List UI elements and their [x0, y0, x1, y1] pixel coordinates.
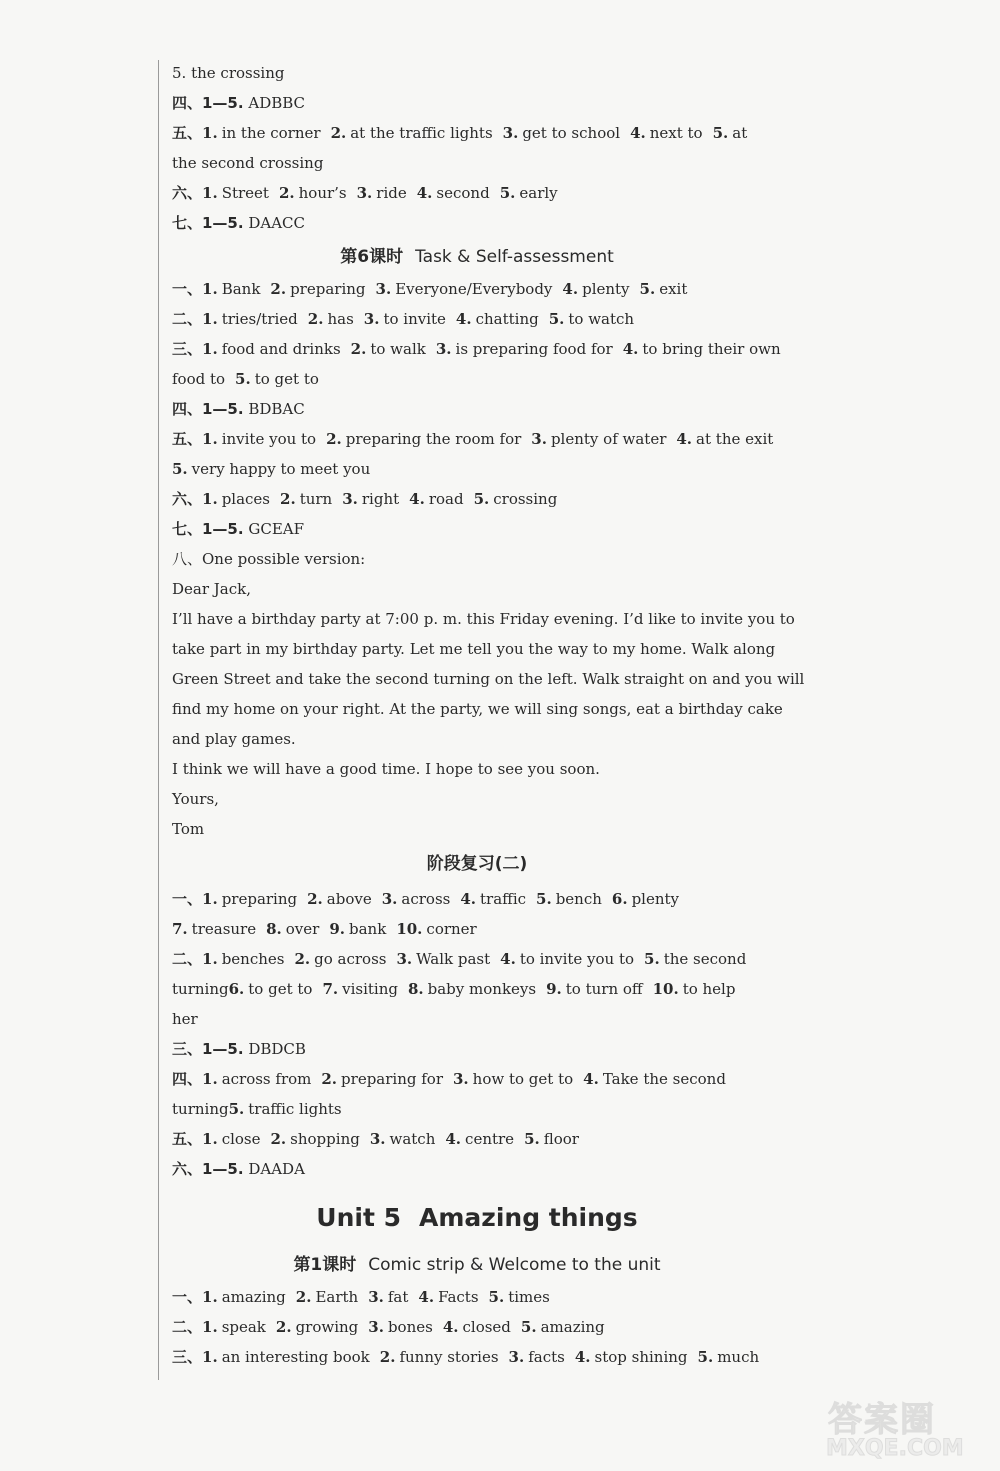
answer-line — [172, 1312, 782, 1342]
item-number: 8. — [266, 920, 282, 938]
answer-line — [172, 914, 782, 944]
answer-text: road — [428, 490, 464, 508]
item-number: 4. — [409, 490, 425, 508]
item-number: 1. — [202, 184, 218, 202]
item-number: 1. — [202, 490, 218, 508]
answer-text: over — [285, 920, 320, 938]
item-number: 4. — [455, 310, 472, 328]
item-number: 2. — [350, 340, 367, 358]
answer-text: bench — [555, 890, 602, 908]
item-number: 5. — [473, 490, 490, 508]
answer-text: facts — [528, 1348, 565, 1366]
section-label: 六、 — [172, 184, 203, 202]
answer-text: much — [717, 1348, 760, 1366]
answer-text: amazing — [540, 1318, 605, 1336]
item-number: 4. — [676, 430, 693, 448]
section-label: 二、 — [172, 310, 203, 328]
item-number: 2. — [270, 1130, 287, 1148]
answer-page — [172, 58, 805, 1372]
answer-line: 5. the crossing — [172, 64, 285, 82]
item-number: 2. — [379, 1348, 396, 1366]
answer-line: her — [172, 1010, 198, 1028]
item-number: 1. — [202, 1288, 218, 1306]
item-number: 5. — [712, 124, 729, 142]
answer-line: 六、1—5. DAADA — [172, 1160, 305, 1178]
item-number: 2. — [280, 490, 296, 508]
item-number: 3. — [508, 1348, 525, 1366]
item-number: 4. — [500, 950, 516, 968]
item-number: 1. — [202, 310, 218, 328]
item-number: 4. — [418, 1288, 435, 1306]
answer-text: to invite — [383, 310, 446, 328]
answer-line: 四、1—5. BDBAC — [172, 400, 305, 418]
answer-text: get to school — [522, 124, 621, 142]
answer-text: tries/tried — [221, 310, 298, 328]
answer-text: to turn off — [565, 980, 643, 998]
item-number: 3. — [396, 950, 413, 968]
answer-text: to help — [682, 980, 736, 998]
item-number: 1. — [202, 1348, 218, 1366]
item-number: 2. — [278, 184, 295, 202]
item-number: 6. — [228, 980, 245, 998]
answer-text: close — [221, 1130, 261, 1148]
item-number: 1. — [202, 1318, 218, 1336]
answer-text: Facts — [438, 1288, 479, 1306]
answer-text: floor — [543, 1130, 579, 1148]
answer-line — [172, 884, 782, 914]
section-label: 一、 — [172, 280, 203, 298]
section-label: 三、 — [172, 1348, 203, 1366]
answer-text: plenty — [631, 890, 680, 908]
item-number: 3. — [375, 280, 392, 298]
answer-text: plenty of water — [550, 430, 667, 448]
item-number: 10. — [396, 920, 423, 938]
answer-text: across — [401, 890, 451, 908]
item-number: 8. — [407, 980, 424, 998]
sample-essay — [172, 574, 805, 844]
answer-text: exit — [659, 280, 688, 298]
answer-line — [172, 1094, 782, 1124]
item-number: 4. — [442, 1318, 459, 1336]
item-number: 10. — [652, 980, 679, 998]
item-number: 2. — [326, 430, 342, 448]
answer-line: 5. very happy to meet you — [172, 460, 371, 478]
lesson-heading: 第6课时 Task & Self-assessment — [340, 247, 614, 267]
answer-text: turn — [299, 490, 333, 508]
item-number: 1. — [202, 1070, 218, 1088]
answer-line: food to 5. to get to — [172, 370, 319, 388]
answer-line — [172, 974, 782, 1004]
item-number: 3. — [369, 1130, 386, 1148]
answer-text: above — [326, 890, 372, 908]
section-label: 四、 — [172, 1070, 203, 1088]
answer-line — [172, 1282, 782, 1312]
answer-text: baby monkeys — [427, 980, 537, 998]
answer-text: early — [519, 184, 558, 202]
answer-text: how to get to — [472, 1070, 574, 1088]
item-number: 4. — [445, 1130, 462, 1148]
answer-text: closed — [462, 1318, 511, 1336]
answer-text: centre — [465, 1130, 515, 1148]
answer-text: Walk past — [416, 950, 491, 968]
item-number: 2. — [307, 310, 324, 328]
item-number: 4. — [622, 340, 639, 358]
essay-line: Tom — [172, 820, 205, 838]
item-number: 5. — [488, 1288, 505, 1306]
answer-text: an interesting book — [221, 1348, 370, 1366]
item-number: 4. — [630, 124, 646, 142]
essay-line: Green Street and take the second turning on the left. Walk straight on and you will — [172, 670, 805, 688]
answer-text: plenty — [582, 280, 630, 298]
answer-text: is preparing food for — [455, 340, 613, 358]
answer-text: funny stories — [399, 1348, 499, 1366]
item-number: 7. — [172, 920, 188, 938]
answer-text: preparing — [290, 280, 366, 298]
answer-text: amazing — [221, 1288, 286, 1306]
answer-line — [172, 424, 782, 454]
answer-text: ride — [376, 184, 407, 202]
answer-text: Everyone/Everybody — [395, 280, 553, 298]
review-heading: 阶段复习(二) — [426, 854, 528, 874]
answer-text: at — [732, 124, 748, 142]
section-label: 二、 — [172, 950, 203, 968]
answer-text: watch — [389, 1130, 436, 1148]
item-number: 4. — [574, 1348, 591, 1366]
item-number: 3. — [368, 1288, 384, 1306]
unit-heading: Unit 5 Amazing things — [316, 1203, 638, 1232]
answer-text: corner — [426, 920, 477, 938]
item-number: 1. — [202, 950, 218, 968]
answer-text: Street — [221, 184, 269, 202]
item-number: 2. — [295, 1288, 312, 1306]
item-number: 5. — [520, 1318, 537, 1336]
item-number: 1. — [202, 430, 218, 448]
item-number: 4. — [416, 184, 433, 202]
answer-line: 三、1—5. DBDCB — [172, 1040, 306, 1058]
answer-text: turning — [172, 980, 229, 998]
section-label: 五、 — [172, 1130, 203, 1148]
answer-text: bones — [387, 1318, 433, 1336]
section-label: 五、 — [172, 430, 203, 448]
item-number: 3. — [435, 340, 452, 358]
item-number: 2. — [294, 950, 311, 968]
item-number: 7. — [322, 980, 339, 998]
answer-text: turning — [172, 1100, 229, 1118]
answer-text: invite you to — [221, 430, 317, 448]
watermark-logo: 答案圈 MXQE.COM — [826, 1400, 964, 1461]
essay-line: find my home on your right. At the party, we will sing songs, eat a birthday cake — [172, 700, 783, 718]
item-number: 3. — [368, 1318, 384, 1336]
item-number: 1. — [202, 280, 218, 298]
item-number: 3. — [363, 310, 380, 328]
answer-text: the second — [663, 950, 747, 968]
answer-text: to bring their own — [642, 340, 781, 358]
answer-line — [172, 1124, 782, 1154]
answer-line — [172, 118, 782, 148]
section-label: 三、 — [172, 340, 203, 358]
essay-line: take part in my birthday party. Let me tell you the way to my home. Walk along — [172, 640, 776, 658]
answer-text: preparing the room for — [345, 430, 522, 448]
answer-line: 四、1—5. ADBBC — [172, 94, 306, 112]
answer-text: across from — [221, 1070, 312, 1088]
section-label: 二、 — [172, 1318, 203, 1336]
essay-line: and play games. — [172, 730, 296, 748]
item-number: 5. — [524, 1130, 540, 1148]
section-label: 一、 — [172, 890, 203, 908]
answer-text: growing — [295, 1318, 359, 1336]
item-number: 4. — [583, 1070, 599, 1088]
answer-text: to invite you to — [519, 950, 635, 968]
answer-text: benches — [221, 950, 285, 968]
section-label: 五、 — [172, 124, 203, 142]
answer-line: 七、1—5. DAACC — [172, 214, 306, 232]
item-number: 4. — [460, 890, 477, 908]
answer-text: at the exit — [696, 430, 774, 448]
item-number: 3. — [342, 490, 358, 508]
answer-text: next to — [649, 124, 703, 142]
section-label: 六、 — [172, 490, 203, 508]
answer-line — [172, 334, 782, 364]
answer-text: second — [436, 184, 490, 202]
answer-line — [172, 178, 782, 208]
item-number: 1. — [202, 124, 218, 142]
answer-text: crossing — [493, 490, 558, 508]
answer-text: Earth — [315, 1288, 359, 1306]
answer-line: 七、1—5. GCEAF — [172, 520, 305, 538]
answer-text: right — [361, 490, 400, 508]
answer-line — [172, 304, 782, 334]
item-number: 1. — [202, 890, 218, 908]
answer-line: the second crossing — [172, 154, 324, 172]
answer-line — [172, 274, 782, 304]
answer-text: treasure — [191, 920, 257, 938]
item-number: 5. — [697, 1348, 714, 1366]
item-number: 9. — [546, 980, 562, 998]
item-number: 2. — [307, 890, 323, 908]
item-number: 9. — [329, 920, 346, 938]
item-number: 5. — [536, 890, 552, 908]
answer-line — [172, 1342, 782, 1372]
essay-line: I’ll have a birthday party at 7:00 p. m. this Friday evening. I’d like to invite you to — [172, 610, 795, 628]
answer-text: times — [508, 1288, 550, 1306]
answer-text: has — [327, 310, 354, 328]
answer-text: to watch — [568, 310, 635, 328]
item-number: 3. — [381, 890, 398, 908]
item-number: 5. — [228, 1100, 245, 1118]
answer-text: places — [221, 490, 271, 508]
item-number: 5. — [548, 310, 565, 328]
item-number: 2. — [321, 1070, 338, 1088]
essay-line: I think we will have a good time. I hope to see you soon. — [172, 760, 600, 778]
answer-text: preparing for — [341, 1070, 443, 1088]
answer-text: in the corner — [221, 124, 321, 142]
answer-text: preparing — [221, 890, 298, 908]
answer-text: to walk — [370, 340, 426, 358]
item-number: 1. — [202, 340, 218, 358]
answer-text: stop shining — [594, 1348, 688, 1366]
item-number: 3. — [356, 184, 373, 202]
answer-text: fat — [387, 1288, 409, 1306]
answer-text: to get to — [248, 980, 313, 998]
item-number: 3. — [453, 1070, 469, 1088]
item-number: 2. — [270, 280, 287, 298]
item-number: 3. — [531, 430, 547, 448]
item-number: 3. — [502, 124, 519, 142]
answer-text: traffic — [480, 890, 527, 908]
answer-text: Bank — [221, 280, 261, 298]
essay-line: Dear Jack, — [172, 580, 251, 598]
item-number: 5. — [644, 950, 660, 968]
item-number: 1. — [202, 1130, 218, 1148]
item-number: 5. — [639, 280, 656, 298]
item-number: 6. — [611, 890, 628, 908]
answer-text: hour’s — [298, 184, 347, 202]
answer-text: Take the second — [602, 1070, 726, 1088]
lesson-heading: 第1课时 Comic strip & Welcome to the unit — [293, 1255, 661, 1275]
answer-line — [172, 484, 782, 514]
item-number: 2. — [330, 124, 347, 142]
item-number: 4. — [562, 280, 579, 298]
answer-text: speak — [221, 1318, 266, 1336]
answer-text: shopping — [290, 1130, 360, 1148]
item-number: 5. — [499, 184, 516, 202]
answer-text: go across — [314, 950, 387, 968]
margin-rule — [158, 60, 159, 1380]
answer-text: at the traffic lights — [350, 124, 493, 142]
answer-text: food and drinks — [221, 340, 341, 358]
answer-line: 八、One possible version: — [172, 550, 366, 568]
answer-text: visiting — [342, 980, 398, 998]
answer-line — [172, 1064, 782, 1094]
essay-line: Yours, — [172, 790, 219, 808]
item-number: 2. — [275, 1318, 292, 1336]
section-label: 一、 — [172, 1288, 203, 1306]
answer-text: traffic lights — [248, 1100, 342, 1118]
answer-text: bank — [349, 920, 387, 938]
answer-text: chatting — [475, 310, 539, 328]
answer-line — [172, 944, 782, 974]
